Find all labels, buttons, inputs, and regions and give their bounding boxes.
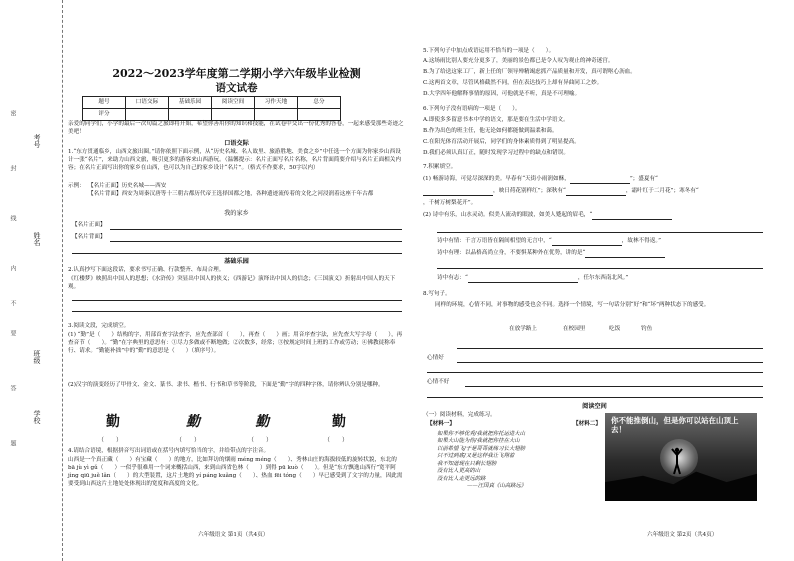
mood-bad-label: 心情不好	[427, 379, 450, 385]
q7-4-text: 诗中有理：以品格高尚立身，不要惧某种外在优势，讲的是“	[437, 250, 586, 256]
score-row-label: 评分	[83, 109, 126, 121]
question-2: 2.认真抄写下面这段话，要求书写正确、行款整齐、布局合理。	[68, 267, 225, 273]
reading-instruction: （一）阅读材料，完成练习。	[423, 412, 496, 418]
question-4-text: 山西是一个真正藏（ ）有宝藏（ ）的地方，比如拜访的烟雨 méng méng（ ）、秀林山庄的海拔较低的旋转状貌，东北的 bā jù yì gǔ（ ）一似乎很难用一个词来概括山西，来到山西省色林（ ）到得 pū kuò（ ）。但是“东方飘逸山西行”宽平阿 jìng qiū juě lǎn（ ）的大型装置，这片土地的 yí páng kuǎng（ ）、热血 fēi tóng（ ）早已感受到了文字的力量，因此需要受到山西这片土地处处体现出的宽度和高度的文化。	[68, 457, 403, 487]
answer-paren[interactable]: （ ）	[176, 437, 201, 444]
copy-line[interactable]	[72, 300, 402, 301]
q7-4-answer-line[interactable]	[437, 268, 763, 269]
climber-figure-icon	[671, 447, 683, 475]
card-back-line[interactable]	[110, 241, 402, 242]
mood-bad-line[interactable]	[465, 386, 763, 387]
q7-5-text: 诗中有志：“	[437, 275, 468, 281]
score-header: 习作天地	[255, 97, 298, 109]
mood-bad-line-2[interactable]	[427, 397, 763, 398]
score-header: 阅读空间	[212, 97, 255, 109]
exam-number-label: 考号	[33, 134, 41, 148]
cut-mark: 内	[9, 265, 16, 271]
question-8-text: 同样的环境，心情不同，对事物的感受也会不同。选择一个情境，写一句话分别“好”和“坏”两种状态下的感受。	[435, 302, 710, 308]
q7-1-line-c	[423, 200, 766, 208]
poem-line: 只不过到底/又是这样我让飞翔着	[437, 453, 515, 460]
card-front-label: 【名片正面】	[72, 222, 106, 228]
cut-mark: 答	[9, 385, 16, 391]
page-footer-2: 六年级语文 第2页（共4页）	[647, 532, 718, 538]
q7-blank[interactable]	[592, 213, 672, 220]
example-label: 示例：	[68, 183, 85, 189]
question-5: 5.下列句子中加点成语运用不恰当的一项是（ ）。	[423, 48, 555, 54]
poem-author: ——汪国真《山高路远》	[467, 483, 527, 490]
q7-1-text-e: ，千树万树梨花开”。	[423, 200, 477, 206]
q5-option-b: B.为了给送这家工厂，新上任的厂领导殚精竭虑抓产品质量和开发，真可谓呕心沥血。	[423, 69, 636, 75]
q6-option-c: C.在阳光体育活动开展后，同学们的身体素质得到了明显提高。	[423, 139, 580, 145]
school-label: 学校	[33, 410, 41, 424]
card-back-label: 【名片背面】	[72, 234, 106, 240]
q7-5-text-b: ，任尔东西南北风。”	[577, 275, 629, 281]
page-footer-1: 六年级语文 第1页（共4页）	[198, 532, 269, 538]
scene-option: 钓鱼	[641, 326, 653, 332]
scene-option: 在放学路上	[509, 326, 537, 332]
score-header: 总分	[298, 97, 341, 109]
q7-1-text-a: (1) 畅游诗海，可觉尽深深的美。早春有“天街小雨润如酥，	[423, 176, 570, 182]
calligraphy-char: 勤	[186, 414, 200, 430]
q7-blank[interactable]	[552, 239, 622, 246]
intro-text: 亲爱的同学们，小学的最后一次旬篇之旅即将开始，希望你善用你的知识和技能，在试卷中交出一份优秀的答卷，一起来感受那些奇迹之美吧！	[68, 121, 404, 135]
question-4: 4.请结合语境，根据拼音写出词语或在括号内填写恰当的字，并给带点的字注音。	[68, 448, 270, 454]
question-3-1: (1) “勤”是（ ）结构的字，用部首查字法查字，应先查部首（ ），再查（ ）画；用音序查字法，应先查大写字母（ ），再查音节（ ）。“勤”在字典里的意思有：①尽力多做或不断地做；②次数多，经常；③按规定时间上班的工作或劳动；④佛教徒称奉行、请求。“勤能补拙”中的“勤”的意思是（ ）（填序号）。	[68, 332, 403, 354]
material-2-photo	[605, 413, 757, 501]
calligraphy-char: 勤	[106, 414, 120, 430]
score-cell[interactable]	[298, 109, 341, 121]
poem-line: 没有比人更高的山	[437, 468, 481, 475]
score-cell[interactable]	[255, 109, 298, 121]
score-header: 题号	[83, 97, 126, 109]
answer-paren[interactable]: （ ）	[324, 437, 349, 444]
material-2-label: 【材料二】	[573, 421, 601, 427]
poem-line: 我不知道现在只剩长翅膀	[437, 460, 497, 467]
q7-5-line	[437, 275, 766, 283]
right-column	[423, 0, 766, 561]
q5-option-c: C.这两首文章，尽管风格截然不同，但在表达技巧上却有异曲同工之妙。	[423, 80, 603, 86]
hometown-heading: 我的家乡	[224, 210, 249, 217]
q7-blank[interactable]	[423, 189, 493, 196]
scene-answer-line[interactable]	[457, 348, 763, 349]
mood-good-line[interactable]	[457, 362, 763, 363]
q6-option-d: D.我们必须认真订正，随时发现学习过程中的缺点和错误。	[423, 150, 569, 156]
q7-blank[interactable]	[570, 177, 630, 184]
q6-option-a: A.即使多多留意书本中学的语文，那是要在生活中学语文。	[423, 117, 569, 123]
q7-blank[interactable]	[585, 251, 665, 258]
poem-line: 如果大山能为你/我就把你挂在大山	[437, 438, 520, 445]
score-header: 基础乐园	[169, 97, 212, 109]
question-6: 6.下列句子没有语病的一项是（ ）。	[423, 106, 521, 112]
question-3-2: (2)汉字的演变经历了甲骨文、金文、篆书、隶书、楷书、行书和草书等阶段，下面是“勤”字的四种字体，请你辨认分别是哪种。	[68, 382, 384, 388]
score-cell[interactable]	[169, 109, 212, 121]
cut-mark: 封	[9, 165, 16, 171]
q7-3-text-b: ，故林不得返。”	[621, 238, 661, 244]
name-label: 姓名	[33, 232, 41, 246]
question-7: 7.积累填空。	[423, 164, 457, 170]
q7-3-text: 诗中有情：千言万语皆在隔间相望的无言中，“	[437, 238, 552, 244]
card-back-line[interactable]	[72, 253, 402, 254]
left-column	[68, 0, 405, 561]
q7-2-answer-line[interactable]	[437, 232, 763, 233]
scene-option: 吃饭	[609, 326, 621, 332]
cut-mark: 要	[9, 330, 16, 336]
answer-paren[interactable]: （ ）	[248, 437, 273, 444]
binding-margin	[0, 0, 63, 561]
score-header: 口语交际	[126, 97, 169, 109]
score-table	[82, 96, 341, 121]
q7-1-text-b: ”；盛夏有“	[629, 176, 658, 182]
q7-blank[interactable]	[468, 276, 578, 283]
example-front: 【名片正面】历史名城——西安	[88, 183, 167, 189]
question-3: 3.阅读文段，完成填空。	[68, 323, 130, 329]
poem	[437, 431, 595, 491]
q7-2-line	[423, 212, 766, 220]
exam-subtitle: 语文试卷	[215, 82, 258, 94]
score-cell[interactable]	[212, 109, 255, 121]
q7-2-text: (2) 诗中有乐，山水灵动。似美人流动的眼波，如美人蹙起的眉毛，“	[423, 212, 593, 218]
question-2-text: 《红楼梦》映照出中国人的思想；《水浒传》突显出中国人的侠义；《西游记》演绎出中国人的信念；《三国演义》折射出中国人的天下观。	[68, 276, 396, 290]
photo-caption: 你不能推倒山，但是你可以站在山顶上去！	[611, 416, 739, 434]
calligraphy-row	[68, 413, 405, 437]
q7-4-line	[437, 250, 766, 258]
cut-mark: 线	[9, 215, 16, 221]
q7-3-line	[437, 238, 766, 246]
material-1-label: 【材料一】	[427, 421, 455, 427]
section-reading: 阅读空间	[582, 403, 607, 410]
scene-option: 在校园里	[563, 326, 586, 332]
score-cell[interactable]	[126, 109, 169, 121]
class-label: 班级	[33, 350, 41, 364]
question-1: 1.“东方贯通临乡，山西文旅出圈。”请你依照下面示例，从“历史名城、名人故里、旅游胜地、美食之乡”中任选一个方面为你家乡山西设计一张“名片”，来助力山西文旅，吸引更多的游客来山西游玩。（温馨提示：名片正面写名片名称，名片背面简要介绍与名片正面相关内容；在名片正面写出你的家乡在山西，也可以为自己的家乡设计“名片”。（格式不作要求，50字以内）	[68, 149, 401, 171]
section-oral: 口语交际	[224, 140, 249, 147]
q7-blank[interactable]	[566, 189, 626, 196]
mood-good-label: 心情好	[427, 355, 444, 361]
card-front-line[interactable]	[110, 229, 402, 230]
calligraphy-char: 勤	[254, 414, 272, 430]
q7-1-text-c: ，映日荷花别样红”；深秋有“	[493, 188, 566, 194]
mood-good-line-2[interactable]	[427, 372, 763, 373]
q6-option-b: B.作为出色的班主任，他无论如何都能做到温柔和蔼。	[423, 128, 558, 134]
poem-line: 以前希望飞/于是哥哥就练习长大翅膀	[437, 445, 526, 452]
q7-1-line-a	[423, 176, 766, 184]
q7-1-text-d: ，霜叶红于二月花”；寒冬有“	[625, 188, 699, 194]
question-8: 8.写句子。	[423, 291, 451, 297]
example-back: 【名片背面】西安为周秦汉唐等十三朝古都历代帝王选择国都之地，各种遗迹流传着的文化之河浸润着这座千年古都	[88, 191, 374, 197]
poem-line: 没有比人走更远的路	[437, 475, 486, 482]
q5-option-d: D.大学四年他解释事情的原因，可他就是不听，真是不可理喻。	[423, 91, 581, 97]
poem-line: 如果你不够优秀/我就把你托运进大山	[437, 431, 526, 437]
q7-1-line-b	[423, 188, 766, 196]
cut-mark: 不	[9, 300, 16, 306]
answer-paren[interactable]: （ ）	[98, 437, 123, 444]
q5-option-a: A.这场雨比别人要充分更多了，美丽的景色都已是令人叹为观止的神奇迷宫。	[423, 58, 614, 64]
calligraphy-char: 勤	[332, 415, 346, 430]
exam-title: 2022～2023学年度第二学期小学六年级毕业检测	[112, 67, 361, 80]
copy-line[interactable]	[72, 311, 402, 312]
cut-mark: 密	[9, 110, 16, 116]
section-basics: 基础乐园	[224, 258, 249, 265]
cut-mark: 题	[9, 440, 16, 446]
